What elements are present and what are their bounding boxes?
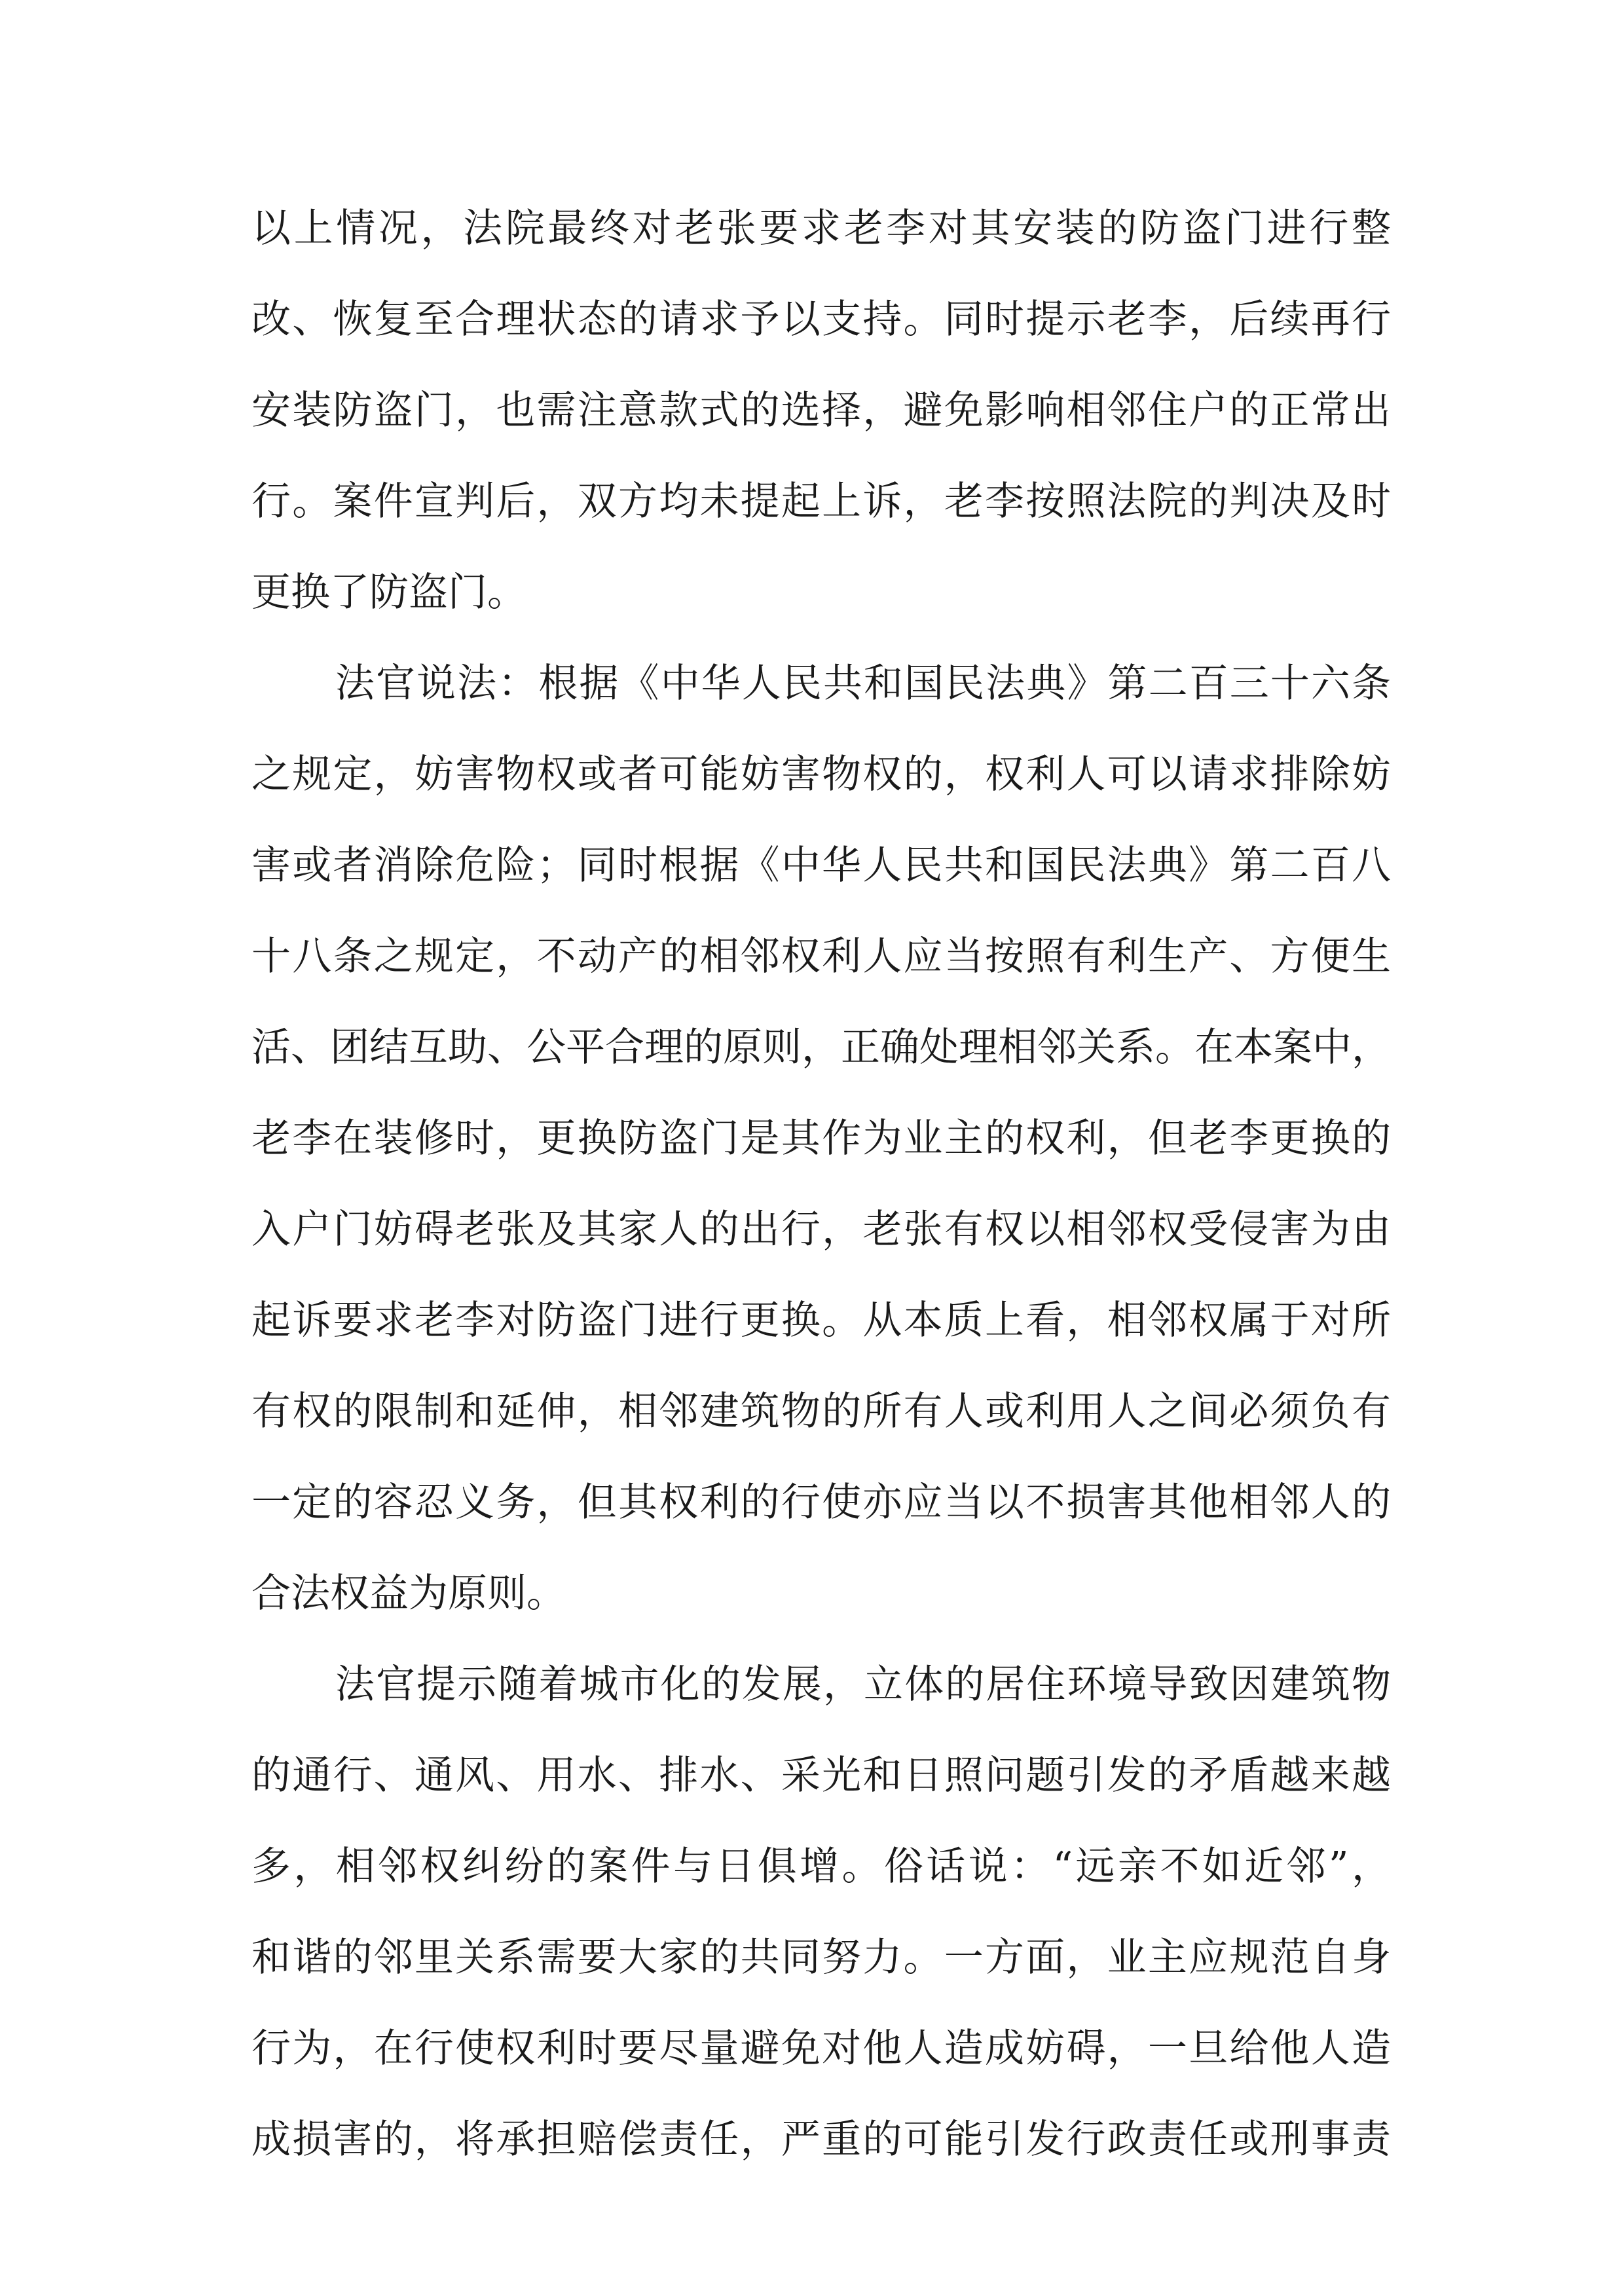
text-line: 法官提示随着城市化的发展，立体的居住环境导致因建筑物 xyxy=(335,1662,1391,1707)
text-line: 害或者消除危险；同时根据《中华人民共和国民法典》第二百八 xyxy=(251,843,1391,888)
text-line: 更换了防盗门。 xyxy=(251,570,526,615)
text-line: 起诉要求老李对防盗门进行更换。从本质上看，相邻权属于对所 xyxy=(251,1298,1391,1343)
text-line: 的通行、通风、用水、排水、采光和日照问题引发的矛盾越来越 xyxy=(251,1753,1391,1798)
paragraph-continuation xyxy=(251,183,1391,638)
text-line: 之规定，妨害物权或者可能妨害物权的，权利人可以请求排除妨 xyxy=(251,752,1391,797)
document-body xyxy=(251,183,1391,2185)
text-line: 合法权益为原则。 xyxy=(251,1571,566,1616)
text-line: 活、团结互助、公平合理的原则，正确处理相邻关系。在本案中， xyxy=(251,1025,1391,1070)
text-line: 以上情况，法院最终对老张要求老李对其安装的防盗门进行整 xyxy=(251,206,1391,251)
text-line: 多，相邻权纠纷的案件与日俱增。俗话说：“远亲不如近邻”， xyxy=(251,1844,1391,1889)
text-line: 安装防盗门，也需注意款式的选择，避免影响相邻住户的正常出 xyxy=(251,388,1391,433)
text-line: 法官说法：根据《中华人民共和国民法典》第二百三十六条 xyxy=(335,661,1391,706)
paragraph-judge-advice xyxy=(251,1639,1391,2185)
text-line: 和谐的邻里关系需要大家的共同努力。一方面，业主应规范自身 xyxy=(251,1935,1391,1980)
text-line: 一定的容忍义务，但其权利的行使亦应当以不损害其他相邻人的 xyxy=(251,1480,1391,1525)
text-line: 行为，在行使权利时要尽量避免对他人造成妨碍，一旦给他人造 xyxy=(251,2026,1391,2071)
text-line: 十八条之规定，不动产的相邻权利人应当按照有利生产、方便生 xyxy=(251,934,1391,979)
text-line: 改、恢复至合理状态的请求予以支持。同时提示老李，后续再行 xyxy=(251,297,1391,342)
text-line: 成损害的，将承担赔偿责任，严重的可能引发行政责任或刑事责 xyxy=(251,2117,1391,2162)
text-line: 老李在装修时，更换防盗门是其作为业主的权利，但老李更换的 xyxy=(251,1116,1391,1161)
text-line: 有权的限制和延伸，相邻建筑物的所有人或利用人之间必须负有 xyxy=(251,1389,1391,1434)
text-line: 入户门妨碍老张及其家人的出行，老张有权以相邻权受侵害为由 xyxy=(251,1207,1391,1252)
text-line: 行。案件宣判后，双方均未提起上诉，老李按照法院的判决及时 xyxy=(251,479,1391,524)
paragraph-judge-explanation xyxy=(251,638,1391,1639)
